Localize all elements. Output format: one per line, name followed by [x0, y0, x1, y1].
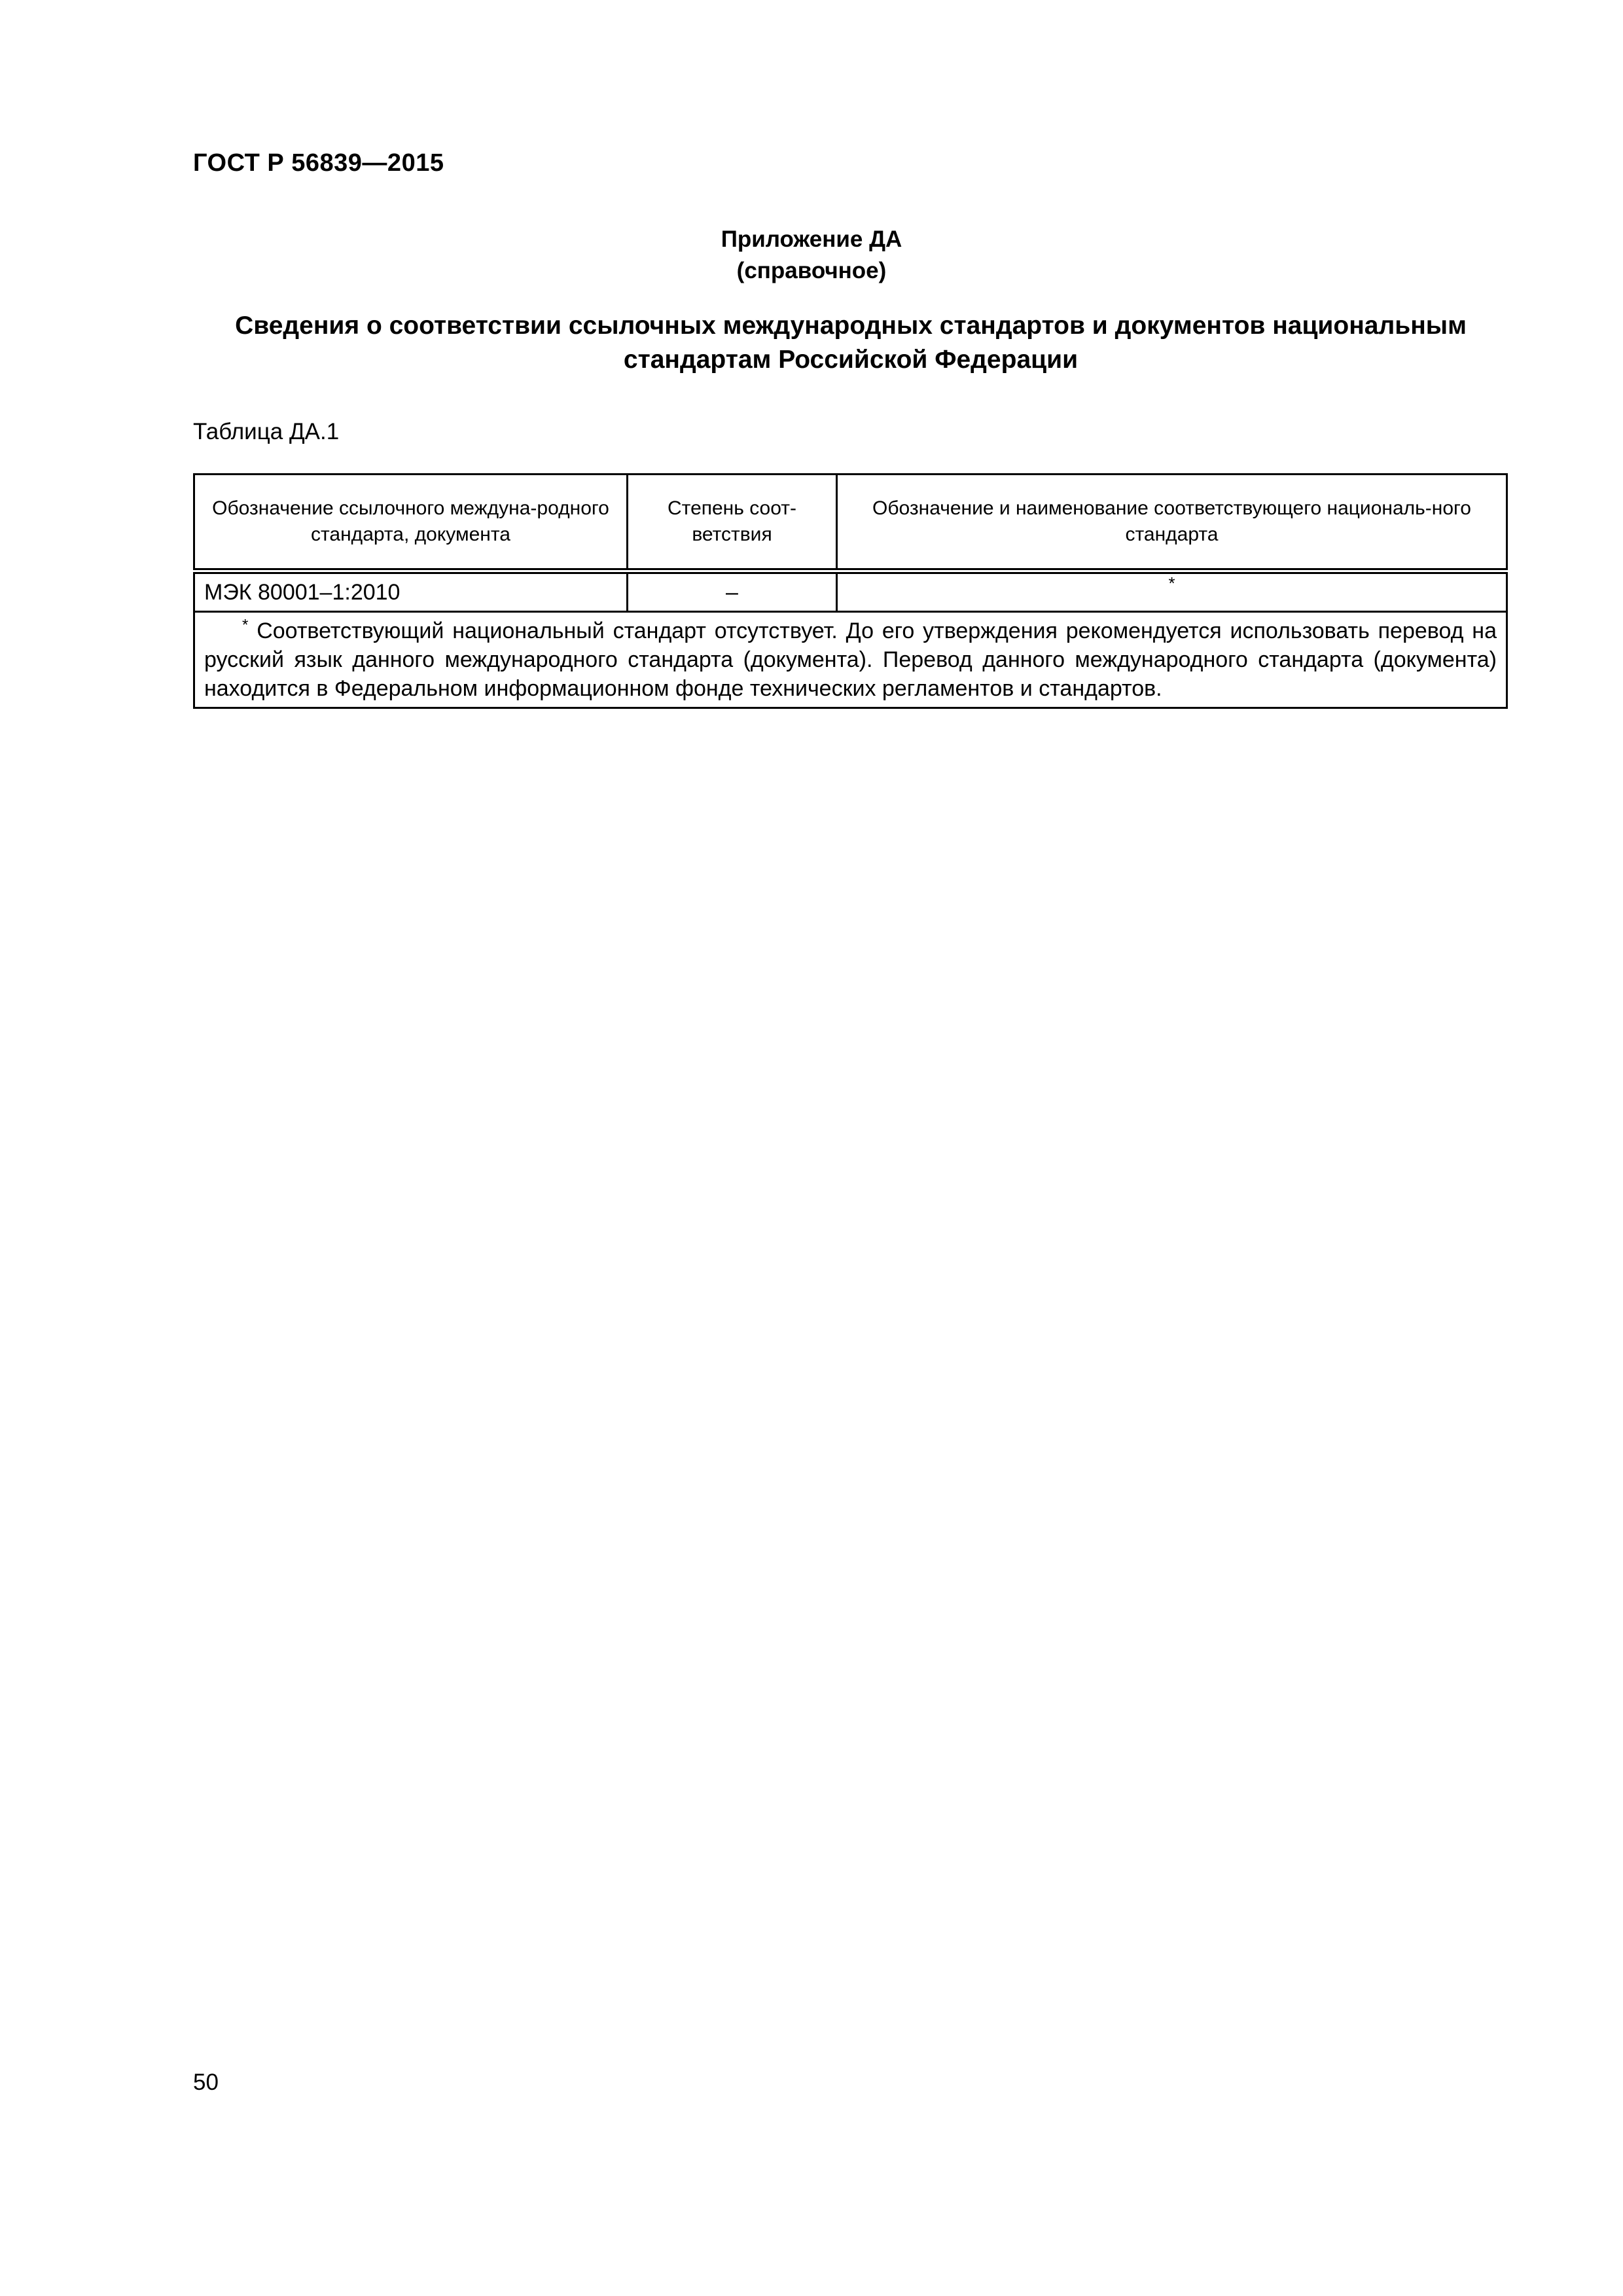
- footnote-mark: *: [242, 616, 249, 634]
- header-degree: Степень соот-ветствия: [628, 475, 837, 571]
- main-title: Сведения о соответствии ссылочных международных стандартов и документов национальным стандартам Российской Федерации: [235, 312, 1467, 374]
- cell-degree: –: [628, 571, 837, 612]
- table-footnote: [194, 612, 1507, 708]
- document-code: ГОСТ Р 56839—2015: [193, 149, 444, 177]
- conformity-table: [193, 473, 1506, 709]
- footnote-row: [194, 612, 1507, 708]
- page-number: 50: [193, 2070, 219, 2095]
- table-caption: Таблица ДА.1: [193, 419, 340, 444]
- cell-national-standard: *: [837, 571, 1507, 612]
- annex-title: Приложение ДА: [721, 226, 902, 252]
- footnote-text: Соответствующий национальный стандарт отсутствует. До его утверждения рекомендуется использовать перевод на русский язык данного международного стандарта (документа). Перевод данного международного стандарта (документа) находится в Федеральном информационном фонде технических регламентов и стандартов.: [204, 619, 1497, 701]
- annex-type: (справочное): [736, 258, 887, 283]
- header-designation: Обозначение ссылочного междуна-родного стандарта, документа: [194, 475, 628, 571]
- table-row: [194, 571, 1507, 612]
- cell-designation: МЭК 80001–1:2010: [194, 571, 628, 612]
- header-national-standard: Обозначение и наименование соответствующего националь-ного стандарта: [837, 475, 1507, 571]
- table-header-row: [194, 475, 1507, 571]
